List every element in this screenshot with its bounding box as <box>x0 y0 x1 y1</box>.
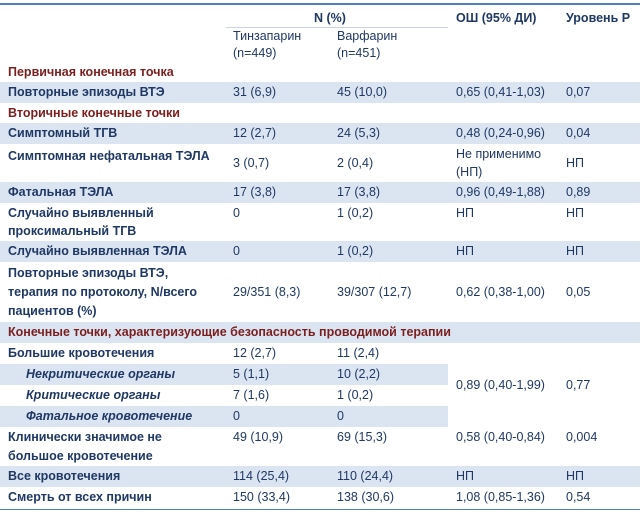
row-label: Повторные эпизоды ВТЭ <box>8 85 165 99</box>
row-label: Критические органы <box>26 388 161 402</box>
n-percent-header: N (%) <box>314 11 346 25</box>
row-label: Фатальное кровотечение <box>26 409 193 423</box>
p-value: 0,89 <box>566 185 591 199</box>
p-value: 0,07 <box>566 85 591 99</box>
warfarin-value: 1 (0,2) <box>337 206 374 220</box>
warfarin-value: 10 (2,2) <box>337 367 381 381</box>
section-title: Вторичные конечные точки <box>8 106 180 120</box>
section-title: Конечные точки, характеризующие безопасность проводимой терапии <box>8 325 451 339</box>
row-label: Симптомная нефатальная ТЭЛА <box>8 149 210 163</box>
p-value: НП <box>566 244 585 258</box>
tinzaparin-header: Тинзапарин <box>233 29 302 43</box>
or-value: 1,08 (0,85-1,36) <box>456 490 545 504</box>
p-value: 0,77 <box>566 378 591 392</box>
n-header-underline <box>226 27 448 28</box>
warfarin-value: 11 (2,4) <box>337 346 380 360</box>
or-value-abbrev: (НП) <box>456 165 483 179</box>
section-secondary <box>0 103 640 123</box>
warfarin-value: 138 (30,6) <box>337 490 394 504</box>
row-label: Клинически значимое не <box>8 430 162 444</box>
section-primary <box>0 62 640 82</box>
or-value: Не применимо <box>456 147 542 161</box>
or-value: 0,96 (0,49-1,88) <box>456 185 545 199</box>
row-label: Повторные эпизоды ВТЭ, <box>8 266 169 280</box>
table-row <box>0 241 640 262</box>
table-row <box>0 82 640 103</box>
tinzaparin-value: 31 (6,9) <box>233 85 277 99</box>
p-level-header: Уровень Р <box>566 11 631 25</box>
section-safety <box>0 322 640 343</box>
row-label-line2: проксимальный ТГВ <box>8 224 137 238</box>
row-label: Симптомный ТГВ <box>8 126 118 140</box>
warfarin-value: 45 (10,0) <box>337 85 388 99</box>
tinzaparin-value: 12 (2,7) <box>233 126 277 140</box>
warfarin-value: 1 (0,2) <box>337 388 374 402</box>
table-header <box>0 6 640 64</box>
row-label: Все кровотечения <box>8 469 121 483</box>
warfarin-header: Варфарин <box>337 29 398 43</box>
table-row <box>0 203 640 241</box>
table-row <box>0 182 640 203</box>
tinzaparin-value: 0 <box>233 244 240 258</box>
tinzaparin-value: 49 (10,9) <box>233 430 284 444</box>
tinzaparin-value: 29/351 (8,3) <box>233 285 301 299</box>
table-row <box>0 144 640 182</box>
warfarin-value: 1 (0,2) <box>337 244 374 258</box>
row-label-line2: большое кровотечение <box>8 449 153 463</box>
tinzaparin-value: 150 (33,4) <box>233 490 290 504</box>
p-value: 0,04 <box>566 126 591 140</box>
tinzaparin-value: 12 (2,7) <box>233 346 277 360</box>
table-row <box>0 262 640 322</box>
row-label-line2: терапия по протоколу, N/всего <box>8 285 198 299</box>
warfarin-value: 0 <box>337 409 344 423</box>
warfarin-value: 17 (3,8) <box>337 185 381 199</box>
or-value: НП <box>456 469 475 483</box>
table-row <box>0 427 640 466</box>
p-value: 0,05 <box>566 285 591 299</box>
p-value: НП <box>566 156 585 170</box>
row-label: Случайно выявленный <box>8 206 154 220</box>
or-value: 0,89 (0,40-1,99) <box>456 378 545 392</box>
warfarin-value: 110 (24,4) <box>337 469 394 483</box>
row-label: Большие кровотечения <box>8 346 155 360</box>
warfarin-n: (n=451) <box>337 46 381 60</box>
or-header: ОШ (95% ДИ) <box>456 11 537 25</box>
or-value: НП <box>456 244 475 258</box>
table-row <box>0 466 640 487</box>
table-top-border <box>0 3 640 5</box>
row-label-line3: пациентов (%) <box>8 304 97 318</box>
tinzaparin-value: 7 (1,6) <box>233 388 270 402</box>
section-title: Первичная конечная точка <box>8 65 174 79</box>
or-value: 0,65 (0,41-1,03) <box>456 85 545 99</box>
warfarin-value: 69 (15,3) <box>337 430 388 444</box>
warfarin-value: 39/307 (12,7) <box>337 285 412 299</box>
or-value: 0,48 (0,24-0,96) <box>456 126 545 140</box>
or-value: 0,62 (0,38-1,00) <box>456 285 545 299</box>
table-row <box>0 123 640 144</box>
row-label: Случайно выявленная ТЭЛА <box>8 244 187 258</box>
p-value: 0,54 <box>566 490 591 504</box>
tinzaparin-value: 0 <box>233 206 240 220</box>
table-bottom-border <box>0 509 640 510</box>
warfarin-value: 24 (5,3) <box>337 126 381 140</box>
row-label: Смерть от всех причин <box>8 490 152 504</box>
tinzaparin-n: (n=449) <box>233 46 277 60</box>
merged-cell-bg <box>448 364 640 427</box>
p-value: НП <box>566 469 585 483</box>
row-label: Фатальная ТЭЛА <box>8 185 114 199</box>
p-value: НП <box>566 206 585 220</box>
tinzaparin-value: 3 (0,7) <box>233 156 270 170</box>
table-row <box>0 343 640 364</box>
warfarin-value: 2 (0,4) <box>337 156 374 170</box>
tinzaparin-value: 17 (3,8) <box>233 185 277 199</box>
tinzaparin-value: 114 (25,4) <box>233 469 290 483</box>
p-value: 0,004 <box>566 430 598 444</box>
table-row <box>0 487 640 508</box>
tinzaparin-value: 0 <box>233 409 240 423</box>
row-label: Некритические органы <box>26 367 176 381</box>
tinzaparin-value: 5 (1,1) <box>233 367 270 381</box>
or-value: 0,58 (0,40-0,84) <box>456 430 545 444</box>
or-value: НП <box>456 206 475 220</box>
